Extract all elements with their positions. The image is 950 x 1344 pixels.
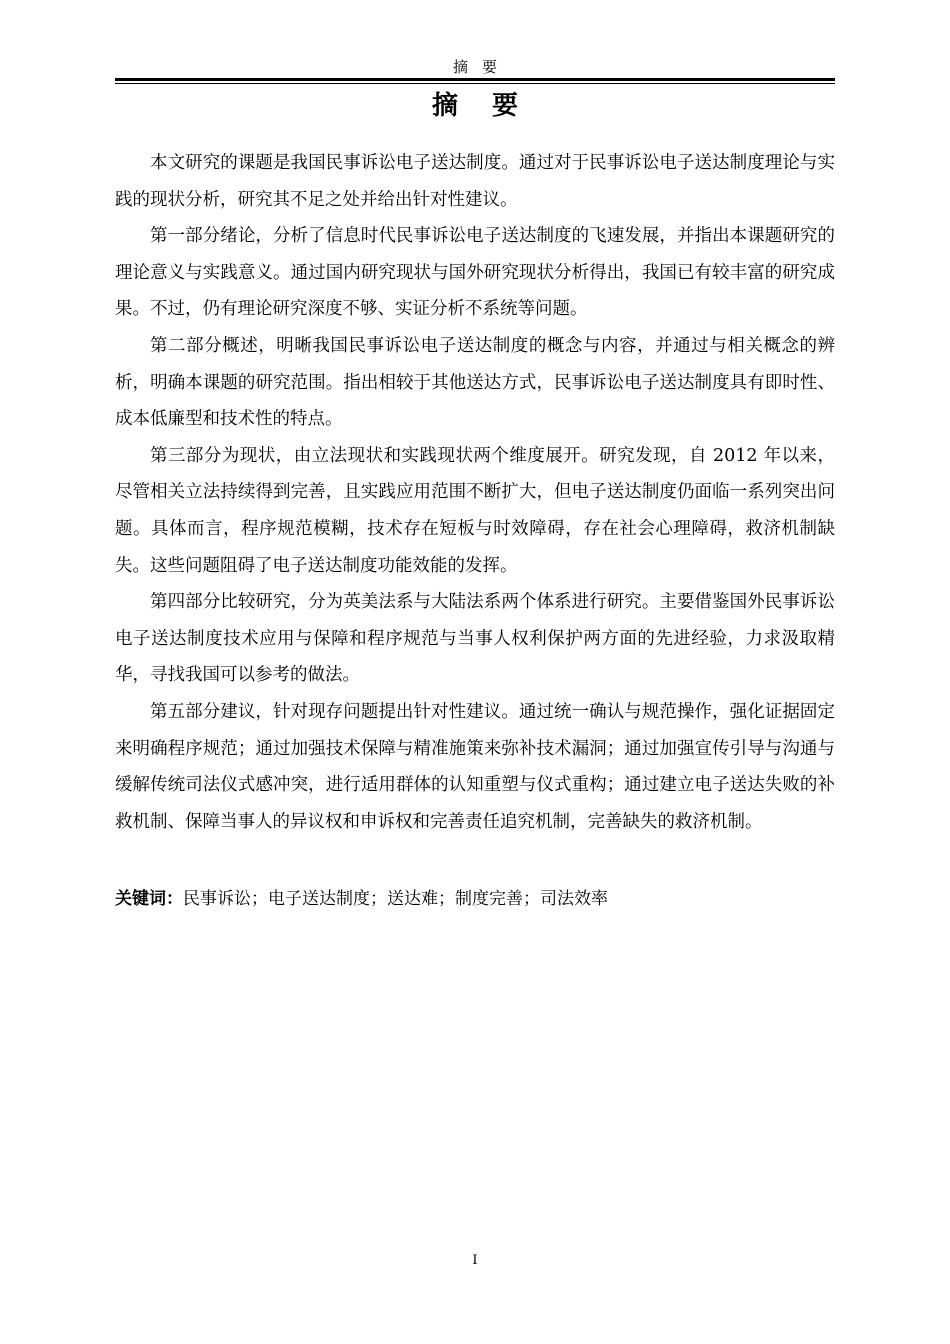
abstract-paragraph-3: 第二部分概述，明晰我国民事诉讼电子送达制度的概念与内容，并通过与相关概念的辨析，明确本课题的研究范围。指出相较于其他送达方式，民事诉讼电子送达制度具有即时性、成本低廉型和技术性的特点。 (115, 335, 835, 430)
abstract-paragraph-5: 第四部分比较研究，分为英美法系与大陆法系两个体系进行研究。主要借鉴国外民事诉讼电子送达制度技术应用与保障和程序规范与当事人权利保护两方面的先进经验，力求汲取精华，寻找我国可以参考的做法。 (115, 592, 835, 686)
abstract-body (115, 145, 835, 840)
abstract-paragraph-6: 第五部分建议，针对现存问题提出针对性建议。通过统一确认与规范操作，强化证据固定来明确程序规范；通过加强技术保障与精准施策来弥补技术漏洞；通过加强宣传引导与沟通与缓解传统司法仪式感冲突，进行适用群体的认知重塑与仪式重构；通过建立电子送达失败的补救机制、保障当事人的异议权和申诉权和完善责任追究机制，完善缺失的救济机制。 (115, 701, 835, 832)
keywords-text: 民事诉讼；电子送达制度；送达难；制度完善；司法效率 (183, 889, 608, 909)
header-rule (115, 78, 835, 81)
abstract-paragraph-2: 第一部分绪论，分析了信息时代民事诉讼电子送达制度的飞速发展，并指出本课题研究的理论意义与实践意义。通过国内研究现状与国外研究现状分析得出，我国已有较丰富的研究成果。不过，仍有理论研究深度不够、实证分析不系统等问题。 (115, 226, 835, 320)
page-title: 摘要 (431, 91, 552, 121)
abstract-paragraph-1: 本文研究的课题是我国民事诉讼电子送达制度。通过对于民事诉讼电子送达制度理论与实践的现状分析，研究其不足之处并给出针对性建议。 (115, 153, 835, 210)
abstract-paragraph-4: 第三部分为现状，由立法现状和实践现状两个维度展开。研究发现，自 2012 年以来，尽管相关立法持续得到完善，且实践应用范围不断扩大，但电子送达制度仍面临一系列突出问题。具体而言，程序规范模糊，技术存在短板与时效障碍，存在社会心理障碍，救济机制缺失。这些问题阻碍了电子送达制度功能效能的发挥。 (115, 445, 835, 576)
header-rule-thin (115, 83, 835, 84)
page-number: I (472, 1253, 478, 1268)
keywords-line (115, 883, 835, 915)
running-header: 摘要 (452, 58, 511, 76)
keywords-label: 关键词： (115, 889, 183, 909)
